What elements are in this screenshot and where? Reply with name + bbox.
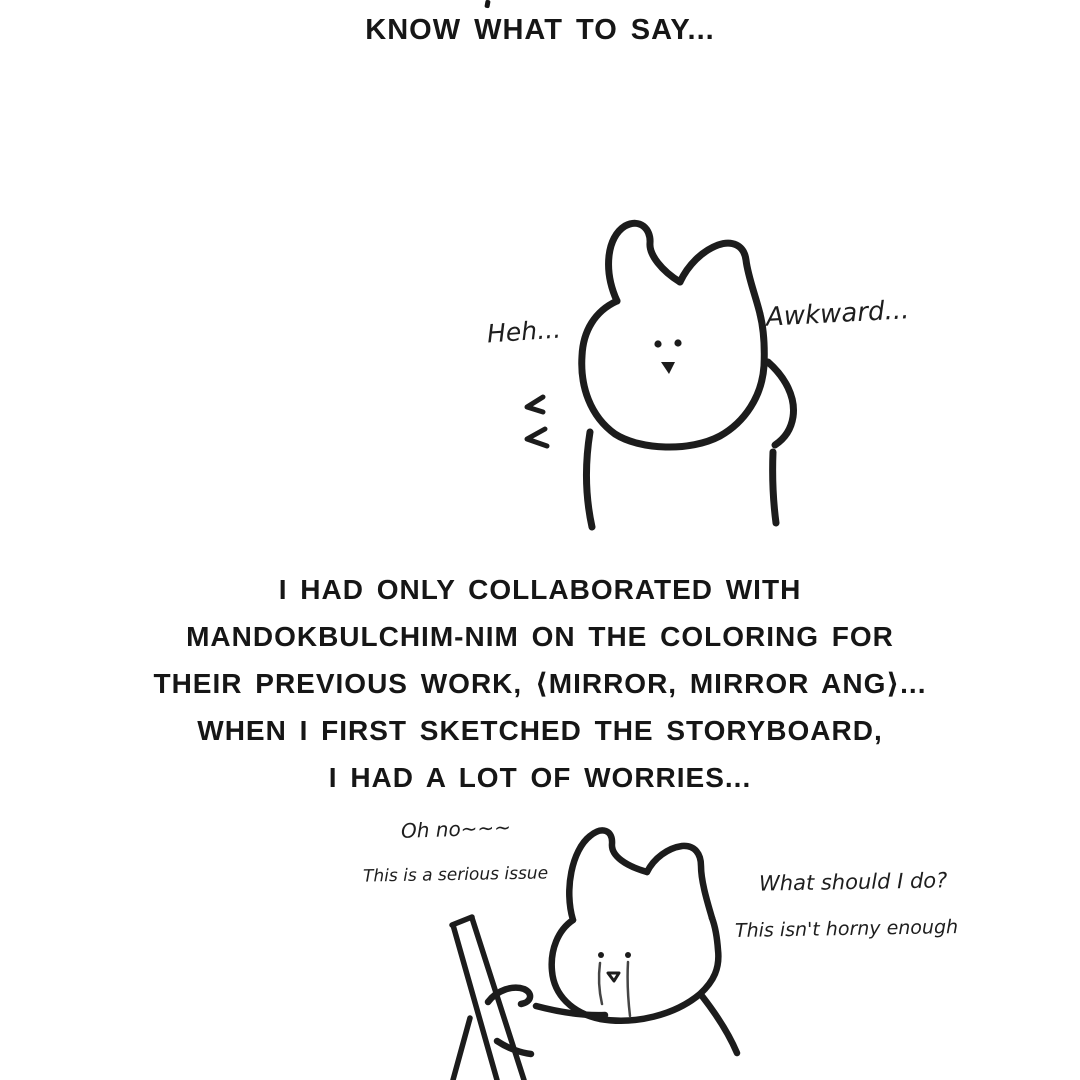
bunny-left-ear — [569, 830, 647, 920]
bunny-right-eye — [674, 339, 681, 346]
bunny-awkward-icon — [440, 215, 960, 545]
caption-what-should-i-do: What should I do? — [758, 868, 948, 896]
pen-cap-line — [452, 917, 472, 925]
bunny-left-arm — [586, 432, 592, 527]
bunny-right-ear — [680, 243, 760, 314]
cutoff-letter-mark — [484, 0, 490, 8]
bunny-left-ear — [609, 223, 680, 301]
narration-block — [0, 566, 1080, 801]
bunny-crying-holding-pen-icon — [400, 818, 780, 1080]
bunny-right-shoulder — [768, 362, 793, 445]
emphasis-mark-icon — [527, 429, 547, 446]
narration-line: I HAD ONLY COLLABORATED WITH — [278, 574, 802, 605]
narration-line: I HAD A LOT OF WORRIES... — [328, 762, 752, 793]
bunny-left-eye — [654, 340, 661, 347]
tear-stream-right — [628, 962, 630, 1016]
bunny-head-outline — [552, 918, 719, 1021]
pen-lower-stroke — [453, 1018, 470, 1080]
bunny-nose — [661, 362, 675, 374]
narration-line: THEIR PREVIOUS WORK, ⟨MIRROR, MIRROR ANG⟩... — [153, 668, 927, 699]
tear-stream-left — [599, 963, 602, 1004]
caption-awkward: Awkward... — [765, 295, 910, 333]
bunny-right-shoulder — [702, 996, 737, 1053]
narration-top-line: KNOW WHAT TO SAY... — [365, 14, 715, 46]
bunny-right-ear — [647, 846, 712, 918]
caption-not-horny-enough: This isn't horny enough — [734, 916, 959, 942]
caption-oh-no: Oh no~~~ — [400, 815, 512, 843]
caption-serious-issue: This is a serious issue — [362, 863, 549, 887]
bunny-right-side-line — [773, 452, 776, 523]
bunny-left-eye — [598, 952, 604, 958]
pen-icon — [472, 918, 524, 1080]
bunny-nose — [608, 973, 619, 981]
bunny-head-outline — [582, 301, 765, 447]
emphasis-mark-icon — [527, 397, 543, 412]
narration-line: MANDOKBULCHIM-NIM ON THE COLORING FOR — [186, 621, 894, 652]
narration-line: WHEN I FIRST SKETCHED THE STORYBOARD, — [197, 715, 883, 746]
caption-heh: Heh... — [486, 314, 562, 349]
bunny-right-eye — [625, 952, 631, 958]
